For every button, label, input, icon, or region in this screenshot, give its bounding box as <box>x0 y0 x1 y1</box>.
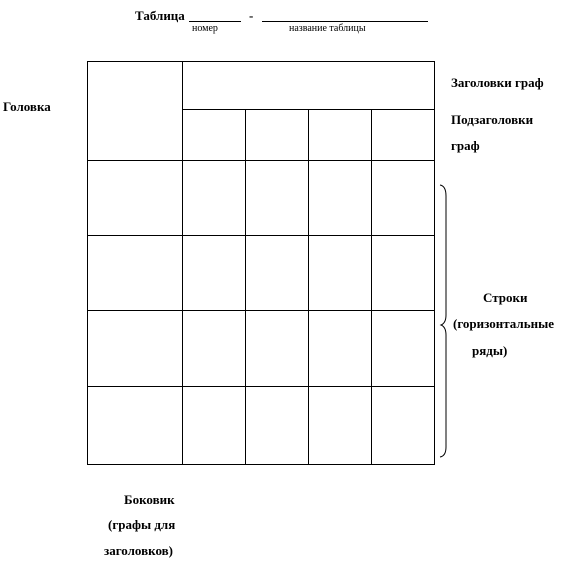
number-caption: номер <box>192 23 218 34</box>
rows-label-line2: (горизонтальные <box>453 316 555 331</box>
stub-label-line3: заголовков) <box>104 543 173 558</box>
title-prefix: Таблица <box>135 8 185 23</box>
table-outer-border <box>88 62 435 465</box>
rows-label-line3: ряды) <box>472 343 508 358</box>
column-subheaders-label-line2: граф <box>451 138 480 153</box>
rows-brace <box>440 185 446 457</box>
head-label: Головка <box>3 99 51 114</box>
stub-label-line2: (графы для <box>108 517 176 532</box>
name-caption: название таблицы <box>289 23 366 34</box>
title-dash: - <box>249 8 254 23</box>
column-subheaders-label-line1: Подзаголовки <box>451 112 534 127</box>
stub-label-line1: Боковик <box>124 492 175 507</box>
rows-label-line1: Строки <box>483 290 528 305</box>
column-headers-label: Заголовки граф <box>451 75 544 90</box>
